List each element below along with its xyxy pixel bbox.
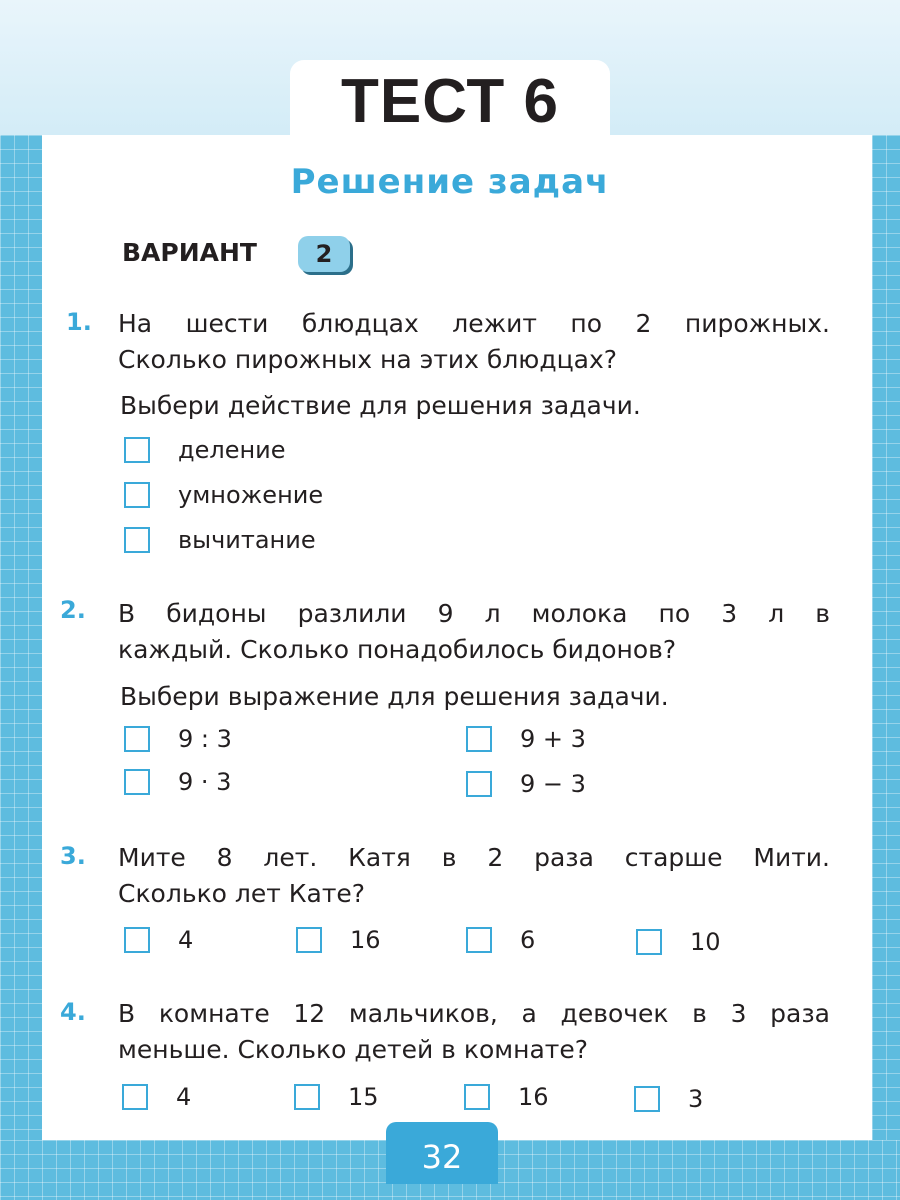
checkbox[interactable] [124, 482, 150, 508]
answer-option-label: 9 : 3 [178, 725, 232, 753]
answer-option[interactable] [634, 1085, 703, 1113]
checkbox[interactable] [124, 927, 150, 953]
answer-option-label: умножение [178, 481, 324, 509]
question-1-line-1: На шести блюдцах лежит по 2 пирожных. [118, 309, 830, 338]
answer-option[interactable] [124, 526, 316, 554]
answer-option-label: 9 + 3 [520, 725, 586, 753]
checkbox[interactable] [124, 726, 150, 752]
answer-option-label: вычитание [178, 526, 316, 554]
answer-option-label: 4 [178, 926, 194, 954]
question-3-line-1: Мите 8 лет. Катя в 2 раза старше Мити. [118, 843, 830, 872]
right-decorative-border [872, 135, 900, 1200]
answer-option-label: 16 [518, 1083, 549, 1111]
answer-option-label: 16 [350, 926, 381, 954]
question-number-1: 1. [66, 308, 92, 336]
checkbox[interactable] [464, 1084, 490, 1110]
checkbox[interactable] [634, 1086, 660, 1112]
answer-option[interactable] [124, 436, 286, 464]
question-1-instruction: Выбери действие для решения задачи. [120, 391, 641, 420]
checkbox[interactable] [466, 726, 492, 752]
answer-option-label: 10 [690, 928, 721, 956]
checkbox[interactable] [124, 527, 150, 553]
answer-option[interactable] [466, 926, 535, 954]
answer-option[interactable] [294, 1083, 379, 1111]
checkbox[interactable] [296, 927, 322, 953]
answer-option-label: 9 − 3 [520, 770, 586, 798]
checkbox[interactable] [294, 1084, 320, 1110]
answer-option-label: деление [178, 436, 286, 464]
question-3-line-2: Сколько лет Кате? [118, 879, 366, 908]
answer-option[interactable] [124, 768, 231, 796]
answer-option[interactable] [466, 770, 586, 798]
answer-option-label: 15 [348, 1083, 379, 1111]
page-subtitle: Решение задач [290, 162, 610, 202]
answer-option[interactable] [296, 926, 381, 954]
answer-option[interactable] [122, 1083, 191, 1111]
answer-option[interactable] [466, 725, 586, 753]
checkbox[interactable] [122, 1084, 148, 1110]
variant-badge: 2 [298, 236, 350, 272]
question-number-4: 4. [60, 998, 86, 1026]
answer-option[interactable] [464, 1083, 549, 1111]
checkbox[interactable] [466, 771, 492, 797]
question-1-line-2: Сколько пирожных на этих блюдцах? [118, 345, 618, 374]
answer-option[interactable] [124, 481, 323, 509]
checkbox[interactable] [466, 927, 492, 953]
question-number-3: 3. [60, 842, 86, 870]
variant-label: ВАРИАНТ [122, 238, 257, 267]
page-number: 32 [421, 1138, 463, 1176]
answer-option-label: 9 · 3 [178, 768, 232, 796]
answer-option[interactable] [636, 928, 721, 956]
question-number-2: 2. [60, 596, 86, 624]
question-2-line-1: В бидоны разлили 9 л молока по 3 л в [118, 599, 830, 628]
question-4-line-1: В комнате 12 мальчиков, а девочек в 3 раза [118, 999, 830, 1028]
left-decorative-border [0, 135, 42, 1200]
answer-option[interactable] [124, 926, 193, 954]
answer-option-label: 6 [520, 926, 536, 954]
question-2-line-2: каждый. Сколько понадобилось бидонов? [118, 635, 677, 664]
answer-option[interactable] [124, 725, 232, 753]
answer-option-label: 3 [688, 1085, 704, 1113]
checkbox[interactable] [636, 929, 662, 955]
checkbox[interactable] [124, 769, 150, 795]
question-4-line-2: меньше. Сколько детей в комнате? [118, 1035, 588, 1064]
test-title: ТЕСТ 6 [340, 67, 560, 136]
answer-option-label: 4 [176, 1083, 192, 1111]
question-2-instruction: Выбери выражение для решения задачи. [120, 682, 669, 711]
checkbox[interactable] [124, 437, 150, 463]
